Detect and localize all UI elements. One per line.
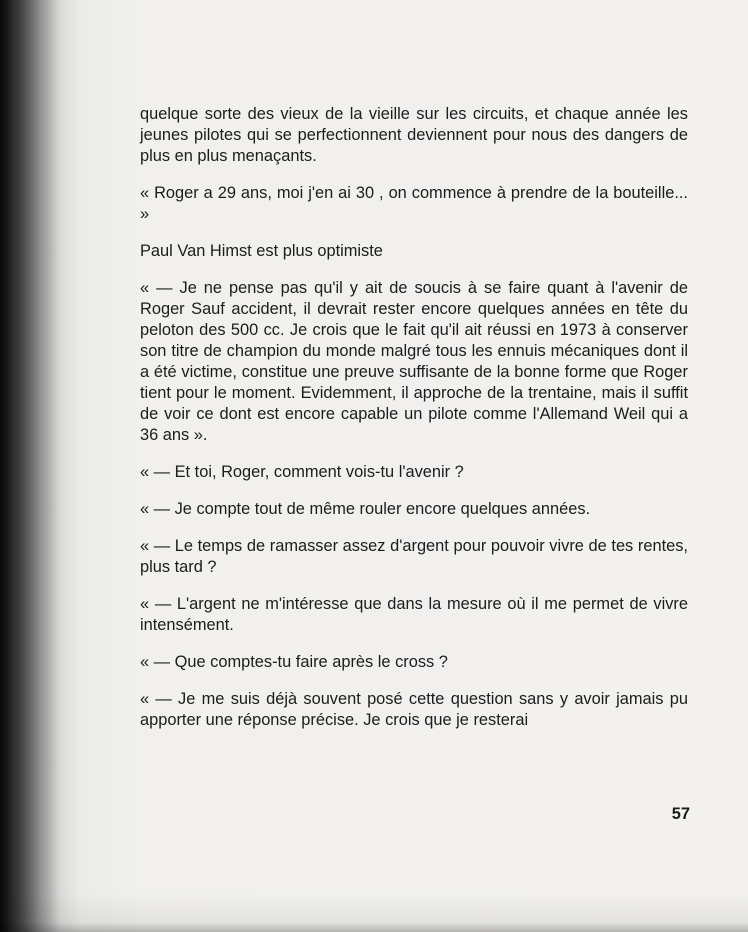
paragraph: quelque sorte des vieux de la vieille sur les circuits, et chaque année les jeunes pilotes qui se perfectionnent deviennent pour nous des dangers de plus en plus menaçants. [140,105,688,165]
paragraph: Paul Van Himst est plus optimiste [140,242,383,260]
paragraph: « — Je compte tout de même rouler encore quelques années. [140,500,591,518]
paragraph: « Roger a 29 ans, moi j'en ai 30 , on commence à prendre de la bouteille... » [140,184,688,223]
bottom-shadow [0,892,748,932]
paragraph: « — Je ne pense pas qu'il y ait de soucis à se faire quant à l'avenir de Roger Sauf accident, il devrait rester encore quelques années en tête du peloton des 500 cc. Je crois que le fait qu'il ait réussi en 1973 à conserver son titre de champion du monde malgré tous les ennuis mécaniques dont il a été victime, constitue une preuve suffisante de la bonne forme que Roger tient pour le moment. Evidemment, il approche de la trentaine, mais il suffit de voir ce dont est encore capable un pilote comme l'Allemand Weil qui a 36 ans ». [140,279,688,444]
paragraph: « — Je me suis déjà souvent posé cette question sans y avoir jamais pu apporter une réponse précise. Je crois que je resterai [140,690,688,729]
body-text [140,104,688,731]
page-number: 57 [671,805,690,823]
spine-shadow [0,0,62,932]
paragraph: « — Et toi, Roger, comment vois-tu l'avenir ? [140,463,464,481]
paragraph: « — L'argent ne m'intéresse que dans la mesure où il me permet de vivre intensément. [140,595,688,634]
paragraph: « — Que comptes-tu faire après le cross ? [140,653,448,671]
paragraph: « — Le temps de ramasser assez d'argent pour pouvoir vivre de tes rentes, plus tard ? [140,537,688,576]
